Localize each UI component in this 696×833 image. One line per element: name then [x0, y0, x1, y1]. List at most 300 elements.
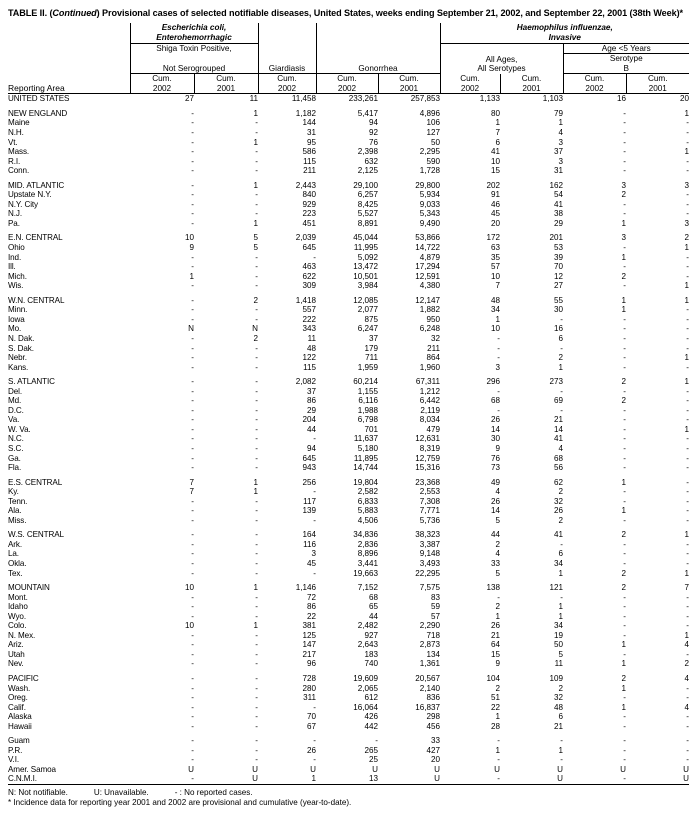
row-value: U — [372, 764, 378, 774]
row-value: 41 — [490, 147, 500, 157]
year-label: 2002 — [460, 83, 480, 93]
cum-label: Cum. — [337, 74, 357, 84]
row-value: 1 — [684, 568, 689, 578]
row-value: 9,490 — [419, 218, 440, 228]
row-value: 21 — [553, 721, 563, 731]
row-value: 5 — [495, 568, 500, 578]
table-row — [8, 363, 689, 373]
reporting-area-header: Reporting Area — [8, 82, 65, 93]
row-value: - — [623, 166, 626, 176]
row-value: 31 — [553, 166, 563, 176]
row-value: - — [686, 305, 689, 315]
row-value: 1 — [558, 362, 563, 372]
header-blank-4 — [8, 54, 130, 74]
row-value: 37 — [553, 147, 563, 157]
row-value: 3 — [621, 180, 626, 190]
caption-rest: ) Provisional cases of selected notifiable diseases, United States, weeks ending September 21, 2002, and September 22, 2001 (38th Week)* — [96, 8, 684, 18]
row-value: 30 — [490, 434, 500, 444]
table-row — [8, 602, 689, 612]
row-value: 10 — [184, 233, 194, 243]
cum-label: Cum. — [152, 74, 172, 84]
row-value: 55 — [553, 295, 563, 305]
row-value: 864 — [426, 353, 440, 363]
year-label: 2002 — [585, 83, 604, 93]
row-value: - — [623, 156, 626, 166]
row-value: - — [313, 252, 316, 262]
row-value: 22 — [306, 611, 316, 621]
row-value: - — [255, 415, 258, 425]
row-value: - — [686, 515, 689, 525]
row-value: 2 — [558, 487, 563, 497]
row-area-label: NEW ENGLAND — [8, 108, 68, 118]
table-row — [8, 659, 689, 669]
table-row — [8, 530, 689, 540]
row-value: 1 — [558, 602, 563, 612]
row-value: 21 — [553, 415, 563, 425]
row-value: 13 — [316, 774, 378, 784]
row-value: - — [686, 190, 689, 200]
row-value: 91 — [490, 190, 500, 200]
row-value: N — [252, 324, 258, 334]
row-value: 35 — [490, 252, 500, 262]
row-value: - — [623, 693, 626, 703]
row-value: 632 — [364, 156, 378, 166]
row-value: - — [255, 262, 258, 272]
row-value: 14,744 — [353, 463, 378, 473]
row-value: - — [497, 755, 500, 765]
shiga-line2: Not Serogrouped — [130, 54, 258, 74]
row-value: - — [623, 496, 626, 506]
table-row — [8, 128, 689, 138]
giardiasis-header — [258, 23, 316, 53]
row-value: - — [191, 281, 194, 291]
row-value: 1 — [684, 377, 689, 387]
col-gonorrhea-2001 — [378, 74, 440, 94]
row-value: - — [191, 568, 194, 578]
row-value: - — [191, 693, 194, 703]
row-value: - — [623, 755, 626, 765]
row-value: - — [686, 314, 689, 324]
row-value: - — [191, 558, 194, 568]
row-area-label: Pa. — [8, 218, 20, 228]
row-value: - — [255, 755, 258, 765]
table-row — [8, 463, 689, 473]
row-value: 22 — [490, 702, 500, 712]
row-value: - — [255, 434, 258, 444]
row-value: 109 — [549, 674, 563, 683]
row-value: 1 — [253, 180, 258, 190]
row-value: - — [560, 592, 563, 602]
row-value: 26 — [490, 496, 500, 506]
table-row — [8, 334, 689, 344]
row-value: 4,896 — [419, 108, 440, 118]
table-row — [8, 650, 689, 660]
row-value: 1 — [621, 659, 626, 669]
row-area-label: Maine — [8, 118, 30, 128]
row-value: - — [255, 199, 258, 209]
year-label: 2001 — [522, 83, 541, 93]
row-value: - — [375, 736, 378, 746]
row-area-label: Minn. — [8, 305, 28, 315]
row-value: 1 — [684, 353, 689, 363]
row-value: - — [686, 721, 689, 731]
row-value: 49 — [490, 477, 500, 487]
row-value: - — [623, 147, 626, 157]
row-value: - — [255, 314, 258, 324]
row-value: 201 — [549, 233, 563, 243]
row-value: 41 — [553, 199, 563, 209]
table-row — [8, 736, 689, 746]
row-value: - — [686, 592, 689, 602]
row-value: 1 — [495, 712, 500, 722]
table-row — [8, 693, 689, 703]
row-value: - — [255, 506, 258, 516]
row-value: 50 — [430, 137, 440, 147]
row-value: 451 — [302, 218, 316, 228]
row-value: - — [191, 199, 194, 209]
row-value: - — [191, 745, 194, 755]
row-value: 1 — [253, 477, 258, 487]
row-area-label: Nebr. — [8, 353, 27, 363]
row-value: 590 — [426, 156, 440, 166]
row-value: 2 — [495, 602, 500, 612]
row-value: 3,493 — [419, 558, 440, 568]
row-value: 2 — [558, 515, 563, 525]
row-area-label: Va. — [8, 415, 20, 425]
footnote-star: * Incidence data for reporting year 2001 and 2002 are provisional and cumulative (year-to-date). — [8, 798, 352, 808]
row-value: 139 — [302, 506, 316, 516]
row-value: 28 — [490, 721, 500, 731]
row-value: U — [557, 764, 563, 774]
row-value: U — [310, 764, 316, 774]
row-value: - — [686, 602, 689, 612]
row-value: 2,873 — [419, 640, 440, 650]
table-row — [8, 315, 689, 325]
row-value: - — [686, 611, 689, 621]
row-value: - — [497, 343, 500, 353]
row-value: 265 — [364, 745, 378, 755]
header-row-cum — [8, 74, 689, 94]
table-row — [8, 559, 689, 569]
row-value: 6,442 — [419, 396, 440, 406]
row-value: 645 — [302, 453, 316, 463]
row-value: 11 — [194, 94, 258, 104]
table-row — [8, 640, 689, 650]
row-value: - — [686, 621, 689, 631]
giardiasis-label: Giardiasis — [258, 54, 316, 74]
row-value: 20 — [490, 218, 500, 228]
row-value: 2,295 — [419, 147, 440, 157]
table-row — [8, 190, 689, 200]
allages-header — [440, 43, 563, 74]
row-area-label: PACIFIC — [8, 674, 39, 683]
row-value: - — [623, 209, 626, 219]
row-value: 54 — [553, 190, 563, 200]
row-value: - — [623, 539, 626, 549]
row-value: 76 — [490, 453, 500, 463]
row-value: - — [686, 199, 689, 209]
col-ecoli-2002 — [130, 74, 194, 94]
row-value: - — [623, 343, 626, 353]
row-value: 172 — [486, 233, 500, 243]
row-area-label: Wyo. — [8, 611, 26, 621]
row-value: 1 — [558, 745, 563, 755]
row-value: 557 — [302, 305, 316, 315]
row-value: 5,934 — [419, 190, 440, 200]
row-value: 1 — [189, 271, 194, 281]
row-value: - — [497, 333, 500, 343]
row-value: - — [560, 736, 563, 746]
row-value: - — [255, 674, 258, 683]
row-value: - — [191, 314, 194, 324]
row-value: 223 — [302, 209, 316, 219]
row-value: - — [191, 611, 194, 621]
row-value: 13,472 — [353, 262, 378, 272]
row-value: 622 — [302, 271, 316, 281]
row-value: 14 — [490, 506, 500, 516]
row-value: - — [686, 736, 689, 746]
row-value: U — [378, 774, 440, 784]
row-value: 2,065 — [357, 683, 378, 693]
row-value: 929 — [302, 199, 316, 209]
row-value: 26 — [553, 506, 563, 516]
row-value: 12,085 — [353, 295, 378, 305]
row-value: 2,290 — [419, 621, 440, 631]
row-value: 7,152 — [357, 583, 378, 593]
row-value: 1 — [258, 774, 316, 784]
row-area-label: Guam — [8, 736, 30, 746]
row-value: U — [683, 764, 689, 774]
row-value: 2 — [621, 377, 626, 387]
row-value: 1 — [684, 630, 689, 640]
row-value: 718 — [426, 630, 440, 640]
table-row — [8, 181, 689, 191]
row-area-label: S. ATLANTIC — [8, 377, 55, 387]
row-area-label: Idaho — [8, 602, 28, 612]
table-row — [8, 516, 689, 526]
row-value: - — [191, 295, 194, 305]
row-value: - — [255, 362, 258, 372]
row-value: 37 — [368, 333, 378, 343]
table-row — [8, 377, 689, 387]
table-row — [8, 281, 689, 291]
row-value: 20 — [626, 94, 689, 104]
row-value: 116 — [303, 539, 316, 549]
row-value: 1 — [495, 745, 500, 755]
row-value: 14 — [490, 424, 500, 434]
row-value: 1,959 — [357, 362, 378, 372]
table-row — [8, 569, 689, 579]
row-value: 144 — [302, 118, 316, 128]
cum-label: Cum. — [399, 74, 419, 84]
table-row — [8, 746, 689, 756]
row-area-label: Ark. — [8, 539, 22, 549]
row-value: 115 — [303, 362, 316, 372]
row-value: - — [191, 736, 194, 746]
col-hflu-serob-2001 — [626, 74, 689, 94]
row-value: - — [255, 252, 258, 262]
row-value: - — [255, 721, 258, 731]
row-value: - — [191, 415, 194, 425]
row-value: - — [255, 539, 258, 549]
hflu-title-line2: Invasive — [440, 33, 689, 43]
row-value: 7 — [684, 583, 689, 593]
row-area-label: Mich. — [8, 271, 27, 281]
row-area-label: S. Dak. — [8, 343, 34, 353]
row-area-label: Kans. — [8, 362, 29, 372]
row-value: 39 — [553, 252, 563, 262]
row-value: - — [686, 362, 689, 372]
row-value: 5,180 — [357, 443, 378, 453]
cum-label: Cum. — [460, 74, 480, 84]
row-value: 121 — [549, 583, 563, 593]
row-value: - — [191, 721, 194, 731]
row-value: 2,140 — [419, 683, 440, 693]
row-value: 8,891 — [357, 218, 378, 228]
row-value: 19,609 — [353, 674, 378, 683]
row-value: 1 — [621, 305, 626, 315]
row-value: 1 — [253, 487, 258, 497]
table-row — [8, 157, 689, 167]
row-value: 8,319 — [419, 443, 440, 453]
row-value: 29 — [553, 218, 563, 228]
year-label: 2002 — [277, 83, 297, 93]
row-value: 1 — [558, 568, 563, 578]
row-value: - — [255, 649, 258, 659]
row-value: 1 — [621, 252, 626, 262]
col-ecoli-2001 — [194, 74, 258, 94]
col-giardiasis-2002 — [258, 74, 316, 94]
row-value: 70 — [306, 712, 316, 722]
row-value: 32 — [553, 496, 563, 506]
row-value: 2 — [253, 333, 258, 343]
row-value: 62 — [553, 477, 563, 487]
row-value: 80 — [490, 108, 500, 118]
row-value: - — [191, 343, 194, 353]
row-value: - — [497, 386, 500, 396]
row-value: - — [623, 487, 626, 497]
row-area-label: N.C. — [8, 434, 24, 444]
row-value: - — [686, 386, 689, 396]
row-value: - — [440, 774, 500, 784]
row-value: 427 — [426, 745, 440, 755]
row-value: 59 — [430, 602, 440, 612]
row-value: 7 — [189, 487, 194, 497]
row-value: 2,836 — [357, 539, 378, 549]
row-value: - — [255, 602, 258, 612]
row-value: - — [623, 137, 626, 147]
serotype-line1: Serotype — [609, 54, 643, 64]
footnote-n: N: Not notifiable. — [8, 788, 68, 798]
row-value: 50 — [553, 640, 563, 650]
row-area-label: W.S. CENTRAL — [8, 530, 64, 540]
row-value: - — [191, 118, 194, 128]
row-value: 45 — [306, 558, 316, 568]
row-value: 2,398 — [357, 147, 378, 157]
row-value: 1,212 — [419, 386, 440, 396]
row-value: - — [255, 568, 258, 578]
row-value: 14,722 — [415, 243, 440, 253]
row-area-label: UNITED STATES — [8, 94, 130, 104]
row-value: 711 — [365, 353, 378, 363]
row-value: 211 — [427, 343, 440, 353]
row-value: 44 — [306, 424, 316, 434]
row-area-label: La. — [8, 549, 19, 559]
row-value: - — [191, 333, 194, 343]
row-value: 8,896 — [357, 549, 378, 559]
row-value: 479 — [426, 424, 440, 434]
cum-label: Cum. — [216, 74, 236, 84]
row-value: 38,323 — [415, 530, 440, 540]
row-value: 12 — [553, 271, 563, 281]
row-value: 7,771 — [419, 506, 440, 516]
row-value: 70 — [553, 262, 563, 272]
col-hflu-allages-2002 — [440, 74, 500, 94]
row-value: 3,387 — [419, 539, 440, 549]
row-value: U — [188, 764, 194, 774]
row-value: 2 — [253, 295, 258, 305]
row-value: - — [623, 108, 626, 118]
row-value: 217 — [302, 649, 316, 659]
row-value: 6 — [558, 549, 563, 559]
row-value: 2,039 — [295, 233, 316, 243]
table-row — [8, 425, 689, 435]
row-value: 1 — [495, 314, 500, 324]
row-value: 2 — [684, 233, 689, 243]
ecoli-title-line1: Escherichia coli, — [130, 23, 258, 33]
row-area-label: Oreg. — [8, 693, 28, 703]
row-value: 7,575 — [419, 583, 440, 593]
row-value: 10 — [184, 621, 194, 631]
table-row — [8, 344, 689, 354]
row-value: - — [686, 343, 689, 353]
row-value: - — [255, 693, 258, 703]
allages-line2: All Serotypes — [477, 64, 526, 74]
row-value: 836 — [426, 693, 440, 703]
row-value: - — [191, 592, 194, 602]
row-value: 164 — [302, 530, 316, 540]
table-row — [8, 712, 689, 722]
row-value: - — [191, 405, 194, 415]
row-value: 1,182 — [295, 108, 316, 118]
row-value: 3 — [558, 137, 563, 147]
row-value: 1,146 — [295, 583, 316, 593]
row-value: N — [188, 324, 194, 334]
row-value: 2 — [495, 683, 500, 693]
row-value: - — [255, 611, 258, 621]
row-value: 16,837 — [415, 702, 440, 712]
row-area-label: Ga. — [8, 453, 21, 463]
row-value: - — [191, 180, 194, 190]
row-value: - — [623, 602, 626, 612]
row-value: - — [623, 199, 626, 209]
row-value: 5,527 — [357, 209, 378, 219]
row-value: 9 — [495, 659, 500, 669]
row-value: 1 — [253, 137, 258, 147]
row-value: 22,295 — [415, 568, 440, 578]
row-value: 86 — [306, 602, 316, 612]
row-value: 27 — [553, 281, 563, 291]
row-value: U — [620, 764, 626, 774]
row-value: 63 — [490, 243, 500, 253]
header-blank-2 — [8, 33, 130, 43]
row-value: 202 — [486, 180, 500, 190]
serotype-line2: B — [623, 63, 629, 73]
row-value: - — [255, 118, 258, 128]
row-value: 222 — [302, 314, 316, 324]
table-row — [8, 478, 689, 488]
table-row — [8, 415, 689, 425]
